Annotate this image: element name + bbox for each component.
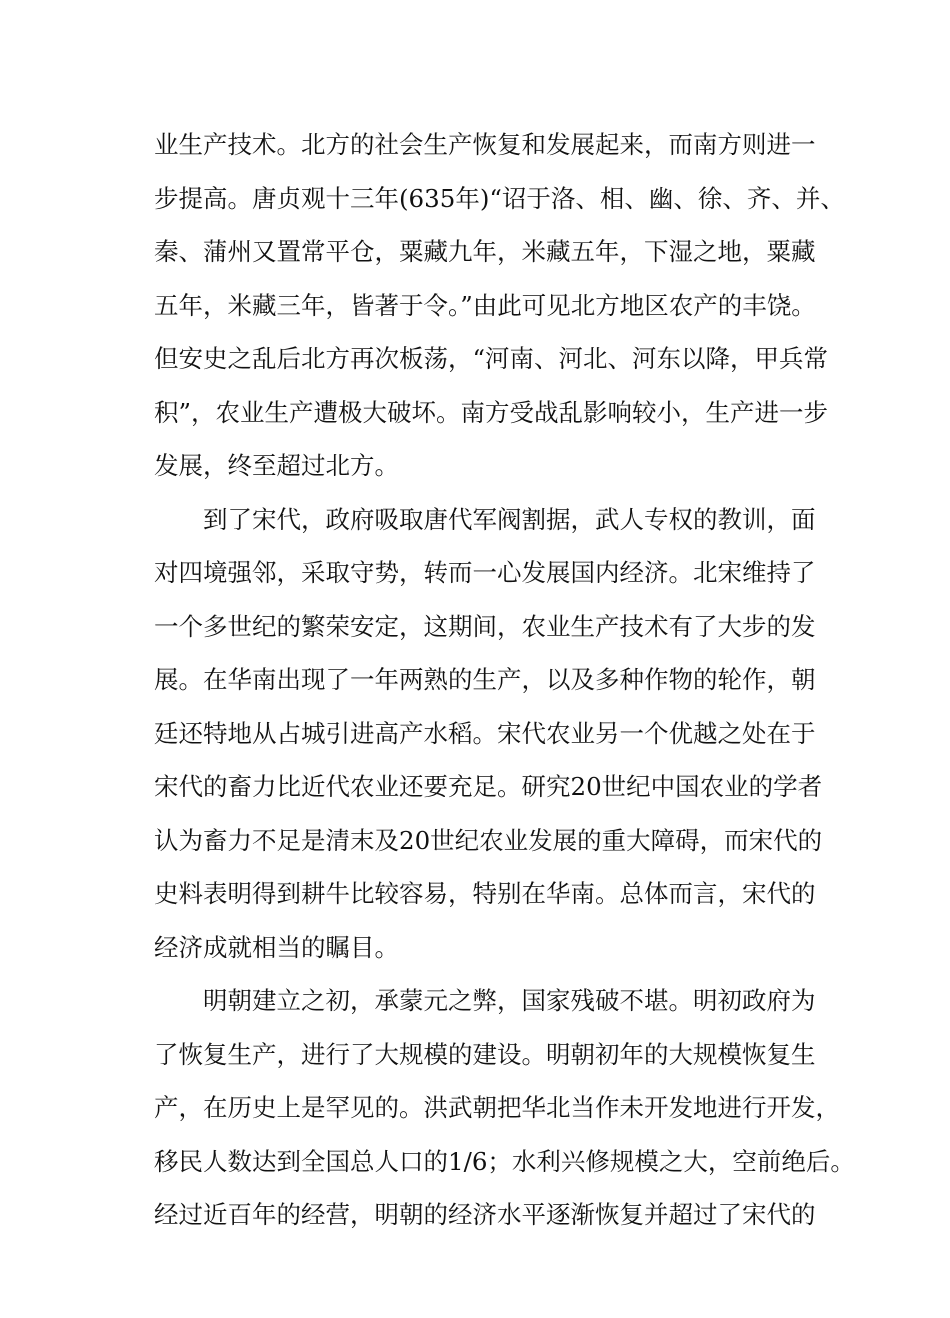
text-line: 发展，终至超过北方。 [154,451,399,480]
text-line: 到了宋代，政府吸取唐代军阀割据，武人专权的教训，面 [203,504,816,534]
text-line: 五年，米藏三年，皆著于令。”由此可见北方地区农产的丰饶。 [154,290,816,320]
text-line: 但安史之乱后北方再次板荡，“河南、河北、河东以降，甲兵常 [154,344,829,373]
text-line: 认为畜力不足是清末及20世纪农业发展的重大障碍，而宋代的 [154,825,823,855]
text-line: 一个多世纪的繁荣安定，这期间，农业生产技术有了大步的发 [154,611,816,641]
text-line: 廷还特地从占城引进高产水稻。宋代农业另一个优越之处在于 [154,718,816,748]
body-text [154,118,855,1242]
paragraph-ming [154,974,855,1242]
text-line: 业生产技术。北方的社会生产恢复和发展起来，而南方则进一 [154,130,816,159]
text-line: 秦、蒲州又置常平仓，粟藏九年，米藏五年，下湿之地，粟藏 [154,237,816,266]
text-line: 对四境强邻，采取守势，转而一心发展国内经济。北宋维持了 [154,558,816,587]
text-line: 产，在历史上是罕见的。洪武朝把华北当作未开发地进行开发， [154,1093,840,1122]
text-line: 经过近百年的经营，明朝的经济水平逐渐恢复并超过了宋代的 [154,1200,816,1229]
text-line: 展。在华南出现了一年两熟的生产，以及多种作物的轮作，朝 [154,665,816,694]
paragraph-tang [154,118,845,493]
text-line: 步提高。唐贞观十三年(635年)“诏于洛、相、幽、徐、齐、并、 [154,183,845,213]
text-line: 史料表明得到耕牛比较容易，特别在华南。总体而言，宋代的 [154,879,816,908]
text-line: 了恢复生产，进行了大规模的建设。明朝初年的大规模恢复生 [154,1039,816,1069]
text-line: 移民人数达到全国总人口的1/6；水利兴修规模之大，空前绝后。 [154,1146,855,1176]
text-line: 积”，农业生产遭极大破坏。南方受战乱影响较小，生产进一步 [154,397,829,427]
text-line: 宋代的畜力比近代农业还要充足。研究20世纪中国农业的学者 [154,772,823,801]
paragraph-song [154,493,823,975]
text-line: 经济成就相当的瞩目。 [154,932,399,962]
text-line: 明朝建立之初，承蒙元之弊，国家残破不堪。明初政府为 [203,986,816,1015]
